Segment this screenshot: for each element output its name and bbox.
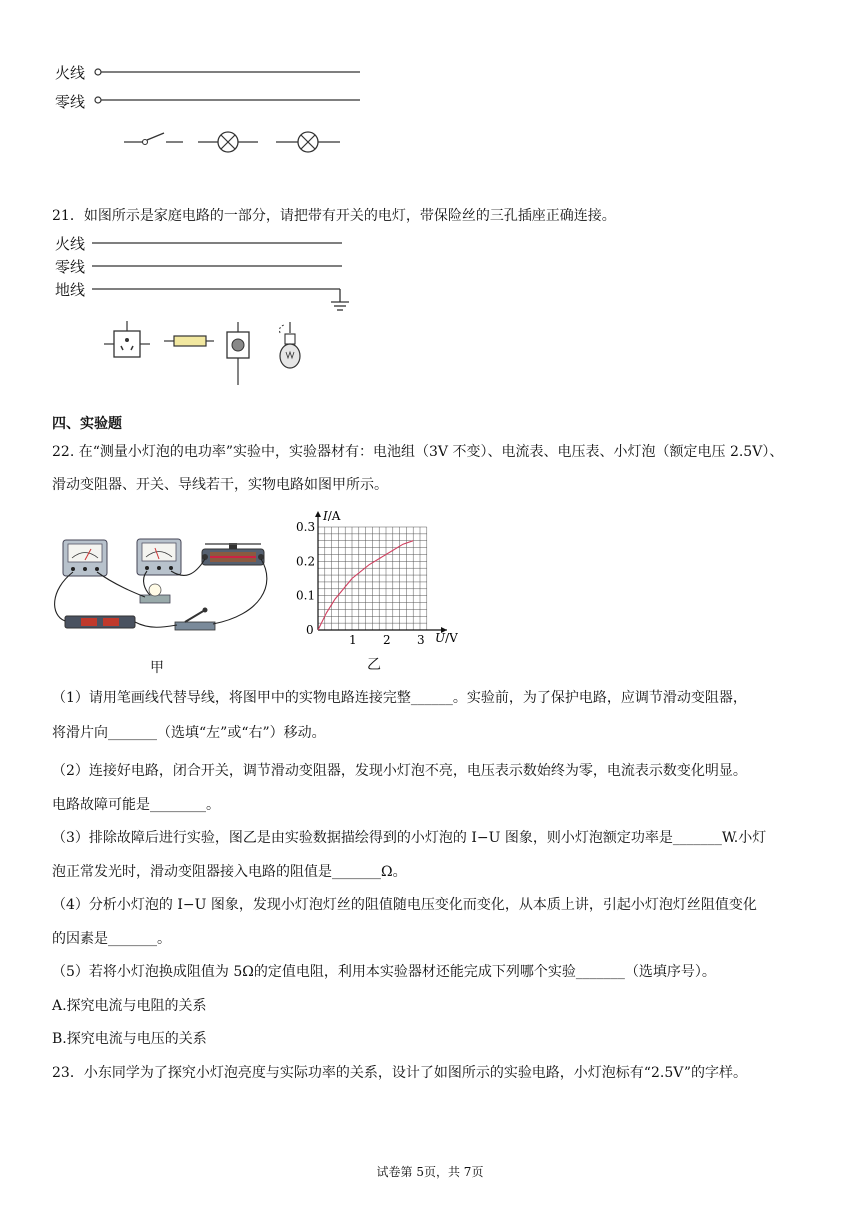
q22-p5-line1: （5）若将小灯泡换成阻值为 5Ω的定值电阻，利用本实验器材还能完成下列哪个实验_______（选填序号）。 bbox=[52, 964, 716, 980]
wall-switch-icon bbox=[227, 322, 249, 385]
q21-circuit-diagram bbox=[90, 230, 370, 390]
q21-live-wire-label: 火线 bbox=[55, 235, 86, 253]
q21-neutral-wire-label: 零线 bbox=[55, 258, 86, 276]
x-tick-label: 1 bbox=[349, 633, 357, 647]
fig20-circuit-diagram bbox=[90, 60, 370, 160]
x-tick-label: 3 bbox=[417, 633, 425, 647]
fuse-icon bbox=[164, 336, 214, 346]
rheostat-icon bbox=[202, 543, 264, 565]
lamp-symbol-1 bbox=[198, 132, 258, 152]
y-tick-label: 0.2 bbox=[296, 554, 316, 569]
neutral-wire bbox=[95, 97, 360, 103]
y-tick-label: 0.3 bbox=[296, 520, 316, 534]
q23-text: 23．小东同学为了探究小灯泡亮度与实际功率的关系，设计了如图所示的实验电路，小灯泡标有“2.5V”的字样。 bbox=[52, 1065, 748, 1081]
battery-icon bbox=[65, 616, 135, 628]
lamp-symbol-2 bbox=[276, 132, 340, 152]
q22-intro-line2: 滑动变阻器、开关、导线若干，实物电路如图甲所示。 bbox=[52, 477, 388, 493]
chart-grid bbox=[318, 527, 427, 630]
y-tick-label: 0.1 bbox=[296, 588, 316, 603]
chart-axes bbox=[315, 511, 447, 633]
light-bulb-icon bbox=[280, 322, 301, 368]
switch-symbol bbox=[124, 133, 183, 145]
ground-symbol bbox=[92, 289, 349, 310]
page-footer: 试卷第 5页，共 7页 bbox=[376, 1165, 484, 1179]
ammeter-icon bbox=[63, 540, 107, 576]
fig-yi-iu-chart bbox=[290, 505, 465, 650]
neutral-wire-label: 零线 bbox=[55, 93, 86, 111]
three-hole-socket-icon bbox=[104, 321, 150, 357]
section-title: 四、实验题 bbox=[52, 416, 122, 432]
q22-p4-line1: （4）分析小灯泡的 I−U 图象，发现小灯泡灯丝的阻值随电压变化而变化，从本质上讲，引起小灯泡灯丝阻值变化 bbox=[52, 897, 757, 913]
q22-p3-line1: （3）排除故障后进行实验，图乙是由实验数据描绘得到的小灯泡的 I−U 图象，则小灯泡额定功率是_______W.小灯 bbox=[52, 830, 767, 846]
q22-p1-line1: （1）请用笔画线代替导线，将图甲中的实物电路连接完整______。实验前，为了保护电路，应调节滑动变阻器， bbox=[52, 690, 747, 706]
q22-p2-line2: 电路故障可能是________。 bbox=[52, 797, 220, 813]
x-tick-label: 0 bbox=[306, 623, 314, 637]
q22-option-a: A.探究电流与电阻的关系 bbox=[52, 998, 207, 1014]
live-wire-label: 火线 bbox=[55, 64, 86, 82]
q22-intro-line1: 22. 在“测量小灯泡的电功率”实验中，实验器材有：电池组（3V 不变）、电流表、电压表、小灯泡（额定电压 2.5V）、 bbox=[52, 444, 784, 460]
fig-yi-caption: 乙 bbox=[367, 657, 381, 673]
chart-tick-labels bbox=[296, 520, 425, 647]
y-axis-arrow bbox=[315, 511, 321, 517]
chart-x-axis-label: U/V bbox=[435, 631, 458, 645]
q21-ground-wire-label: 地线 bbox=[55, 281, 86, 299]
x-tick-label: 2 bbox=[383, 633, 391, 647]
voltmeter-icon bbox=[137, 539, 181, 575]
q22-option-b: B.探究电流与电压的关系 bbox=[52, 1031, 207, 1047]
q21-text: 21．如图所示是家庭电路的一部分，请把带有开关的电灯，带保险丝的三孔插座正确连接。 bbox=[52, 208, 616, 224]
knife-switch-icon bbox=[175, 608, 215, 631]
fig-jia-caption: 甲 bbox=[150, 660, 164, 676]
chart-y-axis-label: I/A bbox=[323, 509, 341, 523]
q22-p1-line2: 将滑片向_______（选填“左”或“右”）移动。 bbox=[52, 725, 326, 741]
q22-p2-line1: （2）连接好电路，闭合开关，调节滑动变阻器，发现小灯泡不亮，电压表示数始终为零，电流表示数变化明显。 bbox=[52, 763, 747, 779]
live-wire bbox=[95, 69, 360, 75]
q22-p3-line2: 泡正常发光时，滑动变阻器接入电路的阻值是_______Ω。 bbox=[52, 864, 407, 880]
fig-jia-physical-circuit bbox=[45, 535, 280, 640]
q22-p4-line2: 的因素是_______。 bbox=[52, 931, 171, 947]
